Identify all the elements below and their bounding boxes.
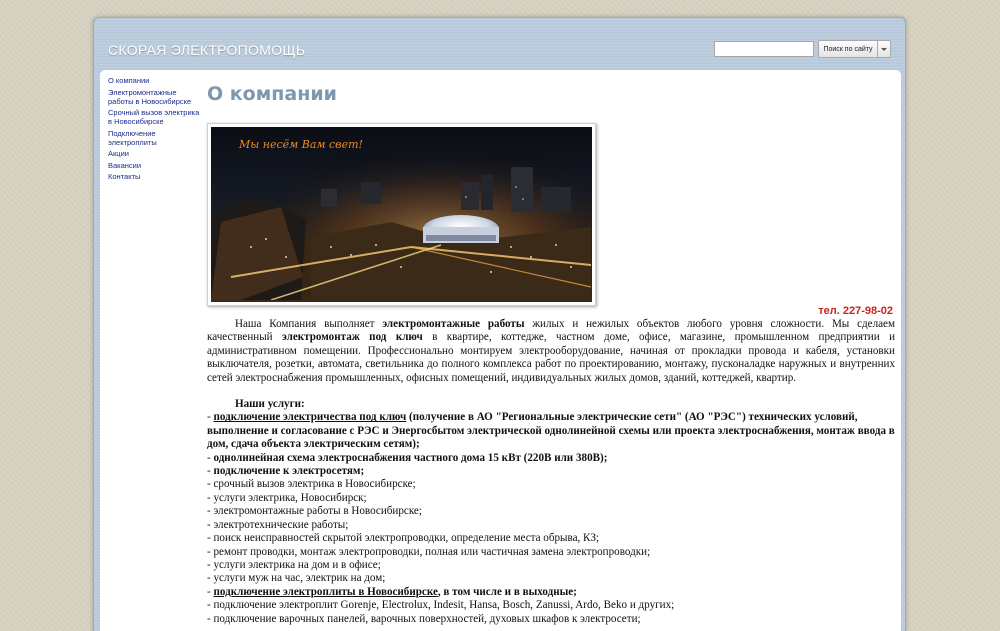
site-title[interactable]: СКОРАЯ ЭЛЕКТРОПОМОЩЬ	[108, 42, 306, 58]
bullet: -	[207, 572, 214, 585]
phone-number: тел. 227-98-02	[818, 305, 893, 317]
bullet: -	[207, 558, 214, 571]
intro-text-2: жилых и нежилых объектов любого уровня сложности. Мы сделаем качественный	[207, 318, 895, 344]
service-item	[207, 519, 895, 532]
banner-image-frame	[207, 123, 596, 306]
service-link-electricity-turnkey[interactable]: подключение электричества под ключ	[213, 411, 407, 424]
site-frame	[93, 17, 906, 631]
intro-text-1: Наша Компания выполняет	[235, 318, 383, 330]
service-item	[207, 465, 895, 478]
bullet: -	[207, 451, 214, 464]
intro-bold-1: электромонтажные работы	[382, 318, 525, 330]
service-text: электромонтажные работы в Новосибирске;	[213, 505, 422, 518]
service-item	[207, 613, 895, 626]
night-city-illustration	[211, 127, 592, 300]
sidebar-item-promotions[interactable]: Акции	[108, 149, 129, 158]
service-item	[207, 586, 895, 599]
banner-caption: Мы несём Вам свет!	[239, 138, 363, 151]
service-item	[207, 599, 895, 612]
search-input[interactable]	[714, 41, 814, 57]
bullet: -	[207, 612, 214, 625]
content-panel	[100, 70, 901, 631]
intro-bold-2: электромонтаж под ключ	[282, 331, 423, 344]
bullet: -	[207, 599, 214, 612]
bullet: -	[207, 532, 214, 545]
service-text: услуги электрика, Новосибирск;	[213, 491, 367, 504]
intro-text-3: в квартире, коттедже, частном доме, офисе, магазине, промышленном предприятии и административном помещении. Профессионально монтируем электрооборудование, начиная от прокладки провода и кабеля, установки выключателя, розетки, автомата, светильника до полного комплекса работ по проектированию, монтажу, пусконаладке наружных и внутренних сетей электроснабжения промышленных, офисных помещений, индивидуальных жилых домов, зданий, коттеджей, квартир.	[207, 331, 896, 384]
service-item	[207, 546, 895, 559]
bullet: -	[207, 505, 214, 518]
service-item	[207, 559, 895, 572]
service-text: поиск неисправностей скрытой электропроводки, определение места обрыва, КЗ;	[213, 532, 600, 545]
service-text: ремонт проводки, монтаж электропроводки, полная или частичная замена электропроводки;	[213, 545, 651, 558]
service-item	[207, 505, 895, 518]
service-text: услуги электрика на дом и в офисе;	[213, 558, 381, 571]
bullet: -	[207, 411, 214, 424]
sidebar-item-contacts[interactable]: Контакты	[108, 172, 141, 181]
service-text: (получение в АО "Региональные электрические сети" (АО "РЭС") технических условий, выполнение и согласование с РЭС и Энергосбытом электрической однолинейной схемы или проекта электроснабжения, монтаж ввода в дом, сдача объекта электрическим сетям);	[207, 411, 895, 451]
service-text: , в том числе и в выходные;	[437, 585, 577, 598]
bullet: -	[207, 491, 214, 504]
bullet: -	[207, 585, 214, 598]
services-title: Наши услуги:	[235, 398, 305, 411]
service-item	[207, 532, 895, 545]
service-item	[207, 572, 895, 585]
bullet: -	[207, 478, 214, 491]
service-text: однолинейная схема электроснабжения частного дома 15 кВт (220В или 380В);	[213, 451, 608, 464]
search-button[interactable]: Поиск по сайту	[818, 40, 878, 58]
sidebar-item-electrical-works[interactable]: Электромонтажные работы в Новосибирске	[108, 87, 192, 106]
service-item	[207, 411, 895, 451]
search-options-dropdown[interactable]	[877, 40, 891, 58]
service-text: срочный вызов электрика в Новосибирске;	[213, 478, 416, 491]
intro-paragraph	[207, 318, 895, 385]
sidebar-item-urgent-electrician[interactable]: Срочный вызов электрика в Новосибирске	[108, 108, 200, 126]
night-city-image	[211, 127, 592, 302]
bullet: -	[207, 545, 214, 558]
service-text: подключение варочных панелей, варочных поверхностей, духовых шкафов к электросети;	[213, 612, 641, 625]
chevron-down-icon	[881, 48, 887, 51]
sidebar-nav	[108, 76, 200, 184]
service-item	[207, 492, 895, 505]
service-link-stove-connection[interactable]: подключение электроплиты в Новосибирске	[213, 585, 438, 598]
sidebar-item-vacancies[interactable]: Вакансии	[108, 160, 142, 170]
service-item	[207, 478, 895, 491]
sidebar-item-stove-connection[interactable]: Подключение электроплиты	[108, 128, 157, 147]
service-text: подключение электроплит Gorenje, Electrolux, Indesit, Hansa, Bosch, Zanussi, Ardo, Beko и других;	[213, 599, 675, 612]
service-item	[207, 452, 895, 465]
service-text: подключение к электросетям;	[213, 465, 365, 478]
sidebar-item-about[interactable]: О компании	[108, 76, 150, 85]
bullet: -	[207, 518, 214, 531]
page-title: О компании	[207, 83, 337, 105]
service-text: услуги муж на час, электрик на дом;	[213, 572, 386, 585]
main-article	[207, 318, 895, 626]
service-text: электротехнические работы;	[213, 518, 349, 531]
bullet: -	[207, 465, 214, 478]
